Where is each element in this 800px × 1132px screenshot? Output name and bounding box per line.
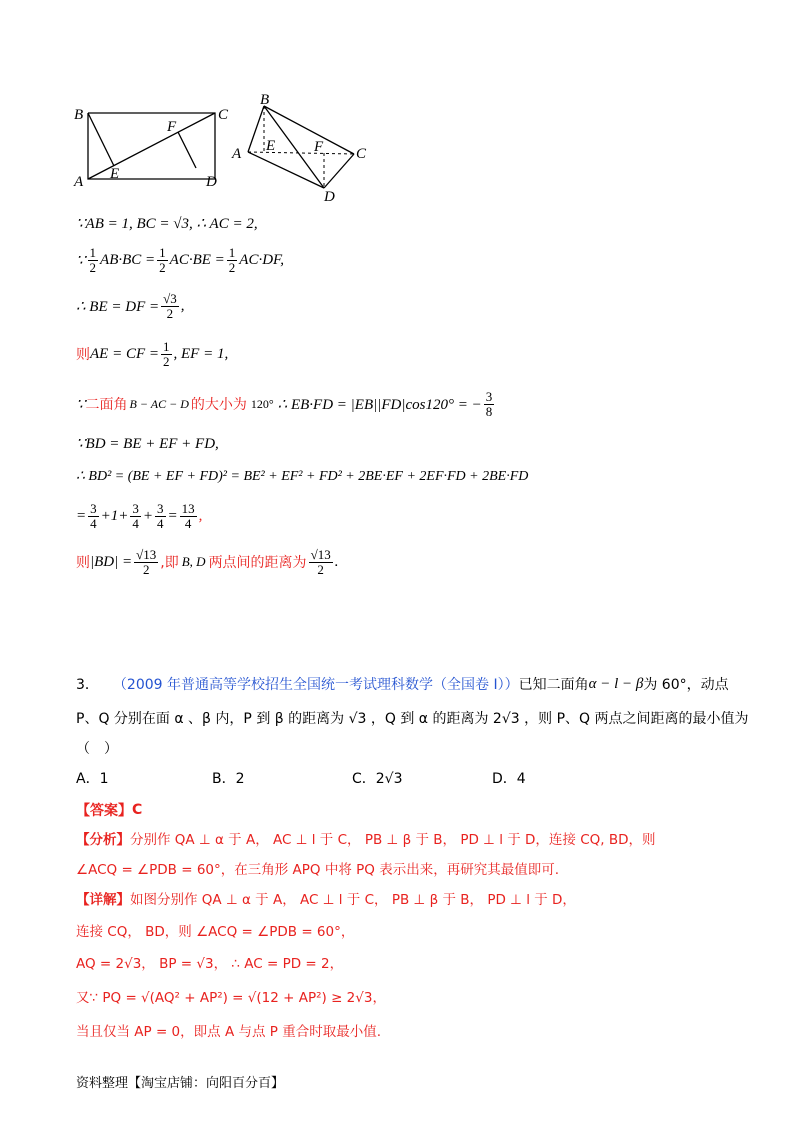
fraction-sqrt13-2: $\frac{√13}{2}$: [136, 547, 157, 577]
detail-line-4: 又∵ PQ = √(AQ² + AP²) = √(12 + AP²) ≥ 2√3，: [76, 990, 386, 1006]
sol-line-4-end: , EF = 1,: [173, 345, 229, 362]
option-c: C．2√3: [352, 771, 403, 787]
fraction-half: $\frac{1}{2}$: [89, 245, 97, 275]
label-b: B: [74, 107, 84, 123]
analysis-tag: 【分析】: [76, 832, 130, 848]
fraction-3-4: $\frac{3}{4}$: [157, 501, 164, 531]
detail-line-2: 连接 CQ， BD，则 ∠ACQ = ∠PDB = 60°，: [76, 924, 355, 940]
sol-line-5-deg: 120°: [250, 396, 274, 411]
sol-line-9-bd: B, D: [181, 554, 206, 570]
label-e: E: [110, 166, 120, 182]
option-a: A．1: [76, 771, 109, 787]
option-d: D．4: [492, 771, 526, 787]
detail-line-5: 当且仅当 AP = 0，即点 A 与点 P 重合时取最小值.: [76, 1024, 381, 1040]
sol-line-3-text: ∴ BE = DF =: [76, 298, 160, 315]
label-e2: E: [266, 138, 276, 154]
sol-line-4: [76, 340, 228, 368]
fraction-sqrt13-2: $\frac{√13}{2}$: [310, 547, 331, 577]
analysis-line-1: [76, 828, 656, 848]
fraction-3-4: $\frac{3}{4}$: [90, 501, 97, 531]
sol-line-7: ∴ BD² = (BE + EF + FD)² = BE² + EF² + FD² + 2BE·EF + 2EF·FD + 2BE·FD: [76, 469, 529, 484]
answer-value: C: [132, 802, 143, 818]
sol-line-9: [76, 548, 338, 576]
sol-line-9-text: |BD| =: [90, 553, 133, 570]
fraction-sqrt3-2: $\frac{√3}{2}$: [163, 291, 177, 321]
sol-line-5-math: B − AC − D: [129, 396, 189, 411]
fraction-half: $\frac{1}{2}$: [163, 339, 170, 369]
label-a: A: [74, 174, 84, 190]
sol-line-2-pre: ∵: [76, 252, 86, 269]
sol-line-1: ∵AB = 1, BC = √3, ∴ AC = 2,: [76, 216, 258, 232]
label-b2: B: [260, 92, 270, 108]
fraction-3-4: $\frac{3}{4}$: [132, 501, 139, 531]
sol-line-2-b: AC·BE =: [169, 251, 225, 268]
q3-source: （2009 年普通高等学校招生全国统一考试理科数学（全国卷 I））: [112, 677, 519, 693]
sol-line-5-cjk1: 二面角: [85, 397, 128, 414]
sol-line-2: [76, 246, 284, 274]
option-b: B．2: [212, 771, 245, 787]
detail-line-1: [76, 888, 576, 908]
fraction-3-8: $\frac{3}{8}$: [485, 389, 493, 419]
sol-line-8: [76, 502, 202, 530]
analysis-text-1: 分别作 QA ⊥ α 于 A， AC ⊥ l 于 C， PB ⊥ β 于 B， PD ⊥ l 于 D，连接 CQ, BD，则: [130, 832, 656, 848]
fraction-half: $\frac{1}{2}$: [228, 245, 236, 275]
q3-paren: （ ）: [76, 741, 118, 757]
sol-line-4-cjk: 则: [76, 347, 90, 364]
answer-line: [76, 800, 142, 820]
sol-line-6: ∵BD = BE + EF + FD,: [76, 436, 219, 452]
sol-line-8-end: ,: [198, 507, 203, 524]
dihedral-figure: [228, 92, 378, 204]
sol-line-5-a: ∵: [76, 396, 86, 413]
q3-stem-line-1: [76, 674, 729, 694]
label-d: D: [206, 174, 217, 190]
label-d2: D: [324, 189, 335, 204]
label-f2: F: [314, 139, 324, 155]
sol-line-8-p1: +1+: [100, 507, 129, 524]
footer: 资料整理【淘宝店铺：向阳百分百】: [76, 1076, 285, 1091]
analysis-line-2: ∠ACQ = ∠PDB = 60°，在三角形 APQ 中将 PQ 表示出来，再研究其最值即可.: [76, 862, 559, 878]
detail-line-3: AQ = 2√3， BP = √3， ∴ AC = PD = 2，: [76, 956, 344, 972]
q3-stem-line-2: P、Q 分别在面 α 、β 内，P 到 β 的距离为 √3 ，Q 到 α 的距离为 2√3 ，则 P、Q 两点之间距离的最小值为: [76, 711, 749, 727]
detail-text-1: 如图分别作 QA ⊥ α 于 A， AC ⊥ l 于 C， PB ⊥ β 于 B， PD ⊥ l 于 D，: [130, 892, 576, 908]
q3-number: 3．: [76, 677, 99, 693]
label-c2: C: [356, 146, 367, 162]
rectangle-figure: [70, 100, 230, 195]
sol-line-5: [76, 390, 496, 418]
sol-line-5-rest: ∴ EB·FD = |EB||FD|cos120° = −: [277, 396, 482, 413]
sol-line-8-eq: =: [76, 507, 87, 524]
sol-line-8-p2: +: [142, 507, 153, 524]
sol-line-9-cjk: 则: [76, 555, 90, 572]
sol-line-5-cjk2: 的大小为: [190, 397, 247, 414]
sol-line-4-text: AE = CF =: [90, 345, 159, 362]
sol-line-9-end: .: [334, 553, 339, 570]
sol-line-9-cjk3: 两点间的距离为: [208, 555, 307, 572]
q3-stem-a: 已知二面角: [518, 677, 589, 693]
label-a2: A: [232, 146, 242, 162]
sol-line-3-end: ,: [180, 297, 185, 314]
sol-line-3: [76, 292, 185, 320]
sol-line-8-p3: =: [167, 507, 178, 524]
fraction-half: $\frac{1}{2}$: [159, 245, 166, 275]
label-f: F: [167, 119, 177, 135]
sol-line-2-a: AB·BC =: [100, 251, 156, 268]
label-c: C: [218, 107, 229, 123]
fraction-13-4: $\frac{13}{4}$: [181, 501, 195, 531]
sol-line-9-cjk2: ,即: [160, 555, 179, 572]
detail-tag: 【详解】: [76, 892, 130, 908]
answer-tag: 【答案】: [76, 803, 132, 819]
q3-stem-b: 为 60°，动点: [643, 677, 729, 693]
sol-line-2-c: AC·DF,: [239, 251, 285, 268]
q3-stem-math: α − l − β: [588, 675, 644, 692]
